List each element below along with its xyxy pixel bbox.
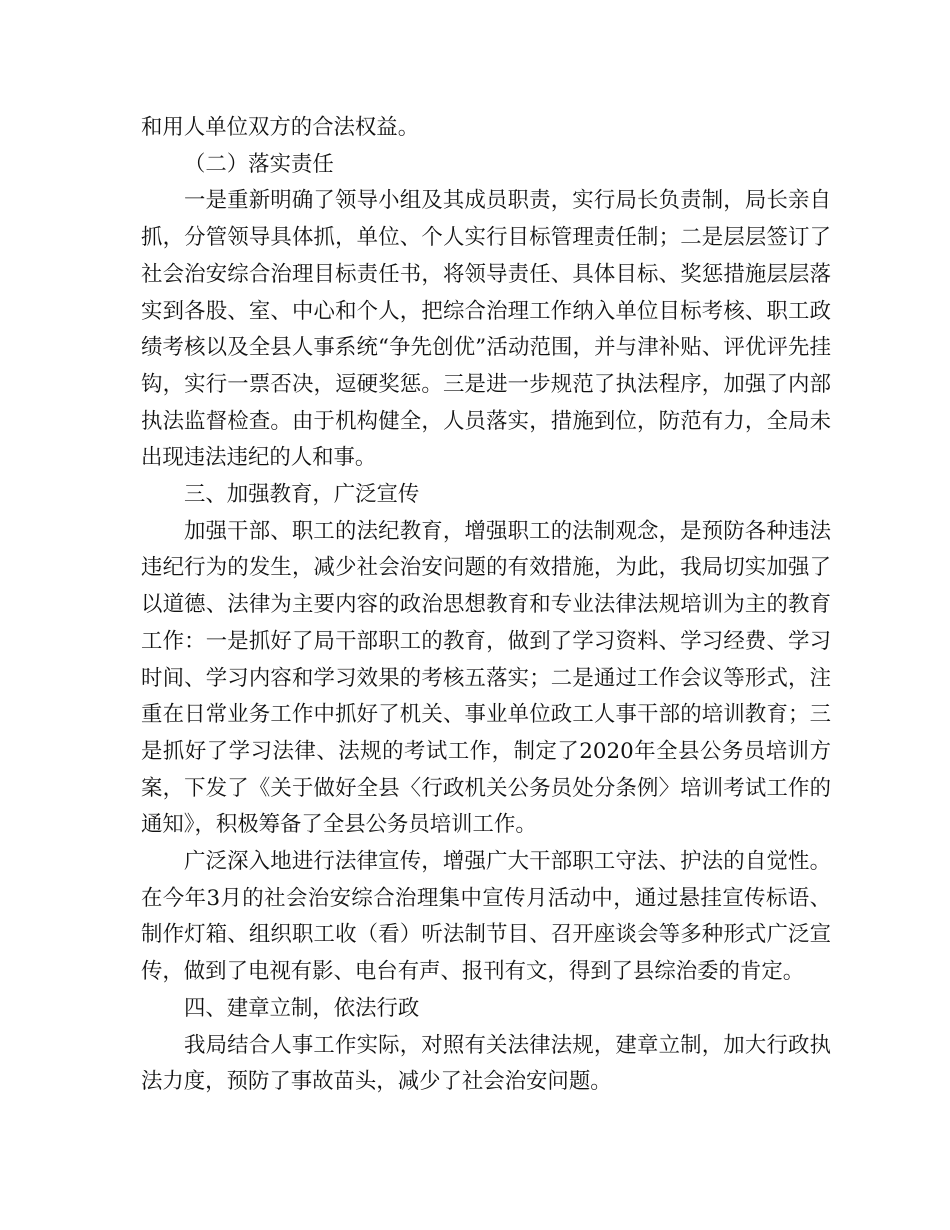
- paragraph-education: 加强干部、职工的法纪教育，增强职工的法制观念，是预防各种违法违纪行为的发生，减少社会治安问题的有效措施，为此，我局切实加强了以道德、法律为主要内容的政治思想教育和专业法律法规培训为主的教育工作：一是抓好了局干部职工的教育，做到了学习资料、学习经费、学习时间、学习内容和学习效果的考核五落实；二是通过工作会议等形式，注重在日常业务工作中抓好了机关、事业单位政工人事干部的培训教育；三是抓好了学习法律、法规的考试工作，制定了2020年全县公务员培训方案，下发了《关于做好全县〈行政机关公务员处分条例〉培训考试工作的通知》，积极筹备了全县公务员培训工作。: [141, 518, 831, 838]
- section-heading-education: 三、加强教育，广泛宣传: [184, 482, 420, 508]
- paragraph-responsibility: 一是重新明确了领导小组及其成员职责，实行局长负责制，局长亲自抓，分管领导具体抓，单位、个人实行目标管理责任制；二是层层签订了社会治安综合治理目标责任书，将领导责任、具体目标、奖惩措施层层落实到各股、室、中心和个人，把综合治理工作纳入单位目标考核、职工政绩考核以及全县人事系统“争先创优”活动范围，并与津补贴、评优评先挂钩，实行一票否决，逗硬奖惩。三是进一步规范了执法程序，加强了内部执法监督检查。由于机构健全，人员落实，措施到位，防范有力，全局未出现违法违纪的人和事。: [141, 188, 831, 471]
- paragraph-continuation: 和用人单位双方的合法权益。: [141, 115, 420, 140]
- paragraph-publicity: 广泛深入地进行法律宣传，增强广大干部职工守法、护法的自觉性。在今年3月的社会治安综合治理集中宣传月活动中，通过悬挂宣传标语、制作灯箱、组织职工收（看）听法制节目、召开座谈会等多种形式广泛宣传，做到了电视有影、电台有声、报刊有文，得到了县综治委的肯定。: [141, 849, 831, 985]
- document-body: [141, 110, 831, 1101]
- section-heading-implement-responsibility: （二）落实责任: [184, 151, 334, 177]
- section-heading-regulations: 四、建章立制，依法行政: [184, 995, 420, 1021]
- paragraph-regulations: 我局结合人事工作实际，对照有关法律法规，建章立制，加大行政执法力度，预防了事故苗头，减少了社会治安问题。: [141, 1032, 831, 1095]
